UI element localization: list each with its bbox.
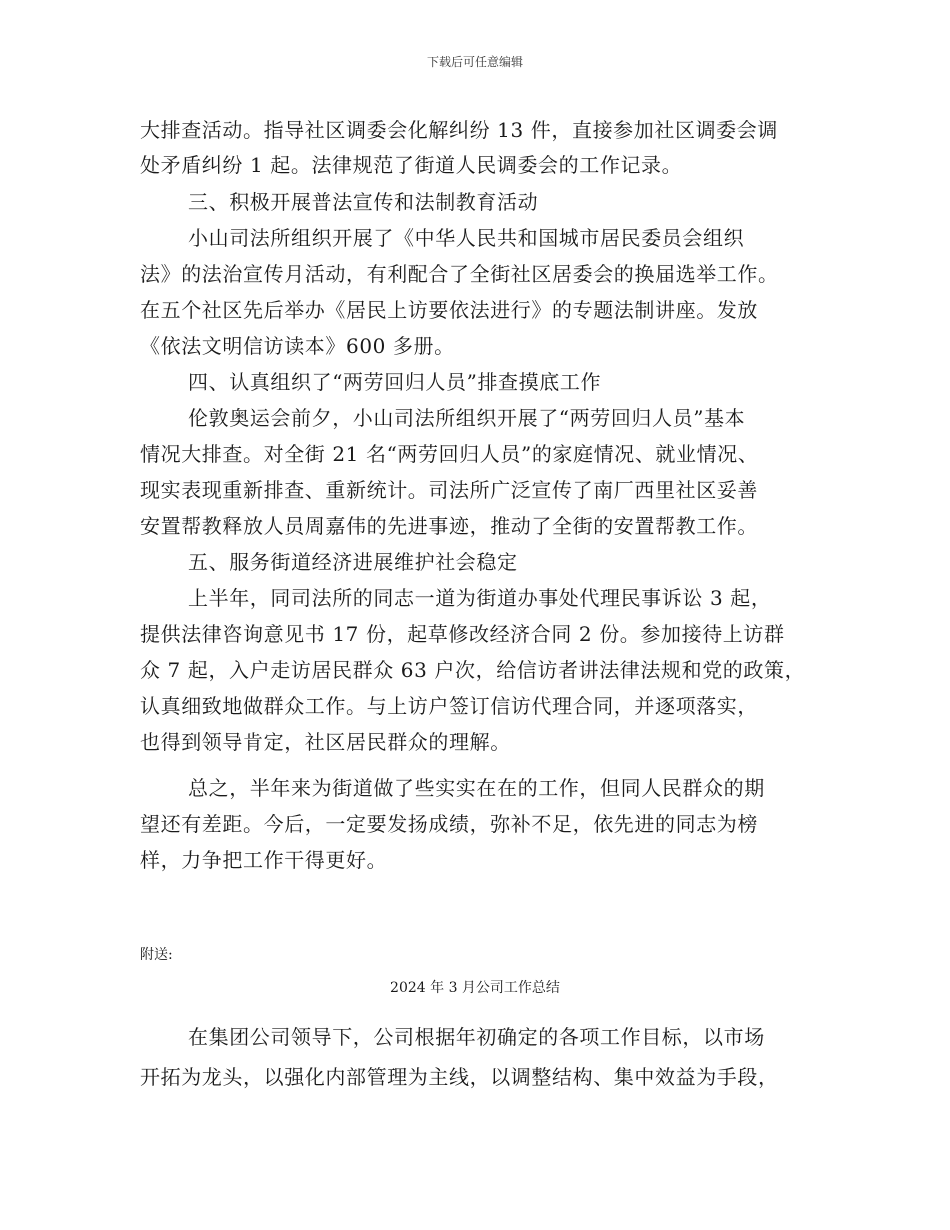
section-heading: 五、服务街道经济进展维护社会稳定 (188, 550, 518, 574)
body-line: 伦敦奥运会前夕，小山司法所组织开展了“两劳回归人员”基本 (188, 406, 746, 430)
appendix-line: 开拓为龙头，以强化内部管理为主线，以调整结构、集中效益为手段， (140, 1065, 779, 1089)
body-line: 在五个社区先后举办《居民上访要依法进行》的专题法制讲座。发放 (140, 298, 758, 322)
appendix-title: 2024 年 3 月公司工作总结 (390, 980, 560, 996)
page-header: 下载后可任意编辑 (426, 55, 523, 69)
body-line: 法》的法治宣传月活动，有利配合了全街社区居委会的换届选举工作。 (140, 262, 779, 286)
body-line: 安置帮教释放人员周嘉伟的先进事迹，推动了全街的安置帮教工作。 (140, 514, 758, 538)
body-line: 样，力争把工作干得更好。 (140, 848, 388, 872)
body-line: 小山司法所组织开展了《中华人民共和国城市居民委员会组织 (188, 226, 745, 250)
body-line: 大排查活动。指导社区调委会化解纠纷 13 件，直接参加社区调委会调 (140, 118, 778, 142)
body-line: 望还有差距。今后，一定要发扬成绩，弥补不足，依先进的同志为榜 (140, 812, 758, 836)
body-line: 处矛盾纠纷 1 起。法律规范了街道人民调委会的工作记录。 (140, 153, 683, 177)
body-line: 提供法律咨询意见书 17 份，起草修改经济合同 2 份。参加接待上访群 (140, 622, 785, 646)
body-line: 总之，半年来为街道做了些实实在在的工作，但同人民群众的期 (188, 776, 765, 800)
body-line: 也得到领导肯定，社区居民群众的理解。 (140, 730, 511, 754)
body-line: 众 7 起，入户走访居民群众 63 户次，给信访者讲法律法规和党的政策， (140, 658, 806, 682)
appendix-line: 在集团公司领导下，公司根据年初确定的各项工作目标，以市场 (188, 1025, 765, 1049)
appendix-label: 附送: (140, 947, 173, 963)
body-line: 《依法文明信访读本》600 多册。 (140, 334, 455, 358)
body-line: 现实表现重新排查、重新统计。司法所广泛宣传了南厂西里社区妥善 (140, 478, 758, 502)
section-heading: 四、认真组织了“两劳回归人员”排查摸底工作 (188, 370, 602, 394)
body-line: 情况大排查。对全街 21 名“两劳回归人员”的家庭情况、就业情况、 (140, 442, 759, 466)
body-line: 认真细致地做群众工作。与上访户签订信访代理合同，并逐项落实， (140, 694, 758, 718)
section-heading: 三、积极开展普法宣传和法制教育活动 (188, 190, 539, 214)
body-line: 上半年，同司法所的同志一道为街道办事处代理民事诉讼 3 起， (188, 586, 772, 610)
